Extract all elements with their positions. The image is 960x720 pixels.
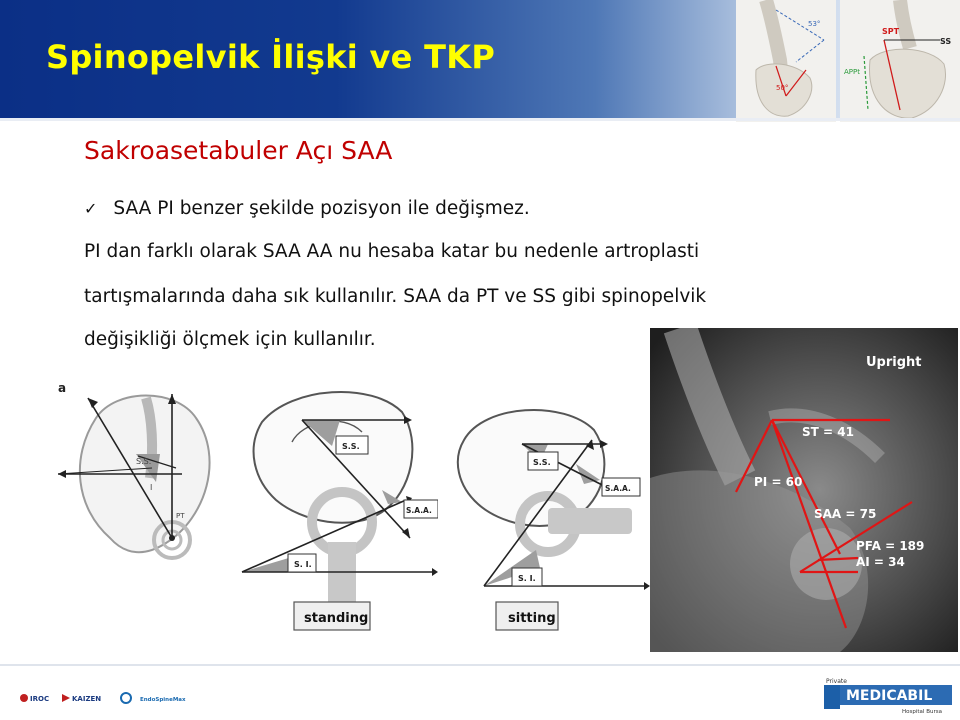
standing-ss-label: S.S. [342, 442, 360, 451]
logo-private-text: Private [826, 678, 847, 685]
bullet-item [84, 198, 530, 219]
sitting-si-label: S. I. [518, 574, 536, 583]
header-angle-top: 53° [808, 20, 821, 28]
logo-medicabil-text: MEDICABIL [846, 688, 933, 704]
figure-a-ss-label: S.S. [136, 457, 152, 466]
xray-image [650, 328, 958, 652]
slide-title: Spinopelvik İlişki ve TKP [46, 38, 496, 76]
figure-standing-diagram [232, 382, 438, 632]
sitting-ss-label: S.S. [533, 458, 551, 467]
logo-iroc: IROC [30, 695, 50, 703]
sitting-saa-label: S.A.A. [605, 484, 631, 493]
logo-hospital-text: Hospital Bursa [902, 709, 942, 715]
header-angle-bottom: 50° [776, 84, 789, 92]
xray-ai-label: AI = 34 [856, 555, 905, 569]
xray-pi-label: PI = 60 [754, 475, 803, 489]
sitting-caption: sitting [508, 611, 556, 626]
bullet-text: SAA PI benzer şekilde pozisyon ile değişmez. [113, 198, 530, 219]
xray-upright-tag: Upright [866, 355, 922, 370]
figure-sitting-diagram [444, 400, 650, 640]
footer-partner-logos [18, 686, 198, 710]
standing-caption: standing [304, 611, 369, 626]
xray-pfa-label: PFA = 189 [856, 539, 925, 553]
logo-kaizen: KAIZEN [72, 695, 102, 703]
xray-saa-label: SAA = 75 [814, 507, 877, 521]
slide-subtitle: Sakroasetabuler Açı SAA [84, 136, 393, 165]
footer-separator [0, 664, 960, 666]
checkmark-icon: ✓ [84, 199, 98, 218]
standing-saa-label: S.A.A. [406, 506, 432, 515]
figure-a-pi-label: I [150, 483, 153, 492]
figure-a-label: a [58, 381, 67, 395]
header-spine-image-left [736, 0, 836, 122]
medicabil-logo [824, 676, 954, 716]
figure-a-pelvis-diagram [56, 378, 226, 588]
standing-si-label: S. I. [294, 560, 312, 569]
header-label-ss: SS [940, 37, 952, 46]
header-label-appt: APPt [844, 68, 860, 76]
header-separator [0, 118, 960, 121]
paragraph-line-3: değişikliği ölçmek için kullanılır. [84, 329, 376, 350]
header-spine-image-right [840, 0, 960, 122]
figure-a-pt-label: PT [176, 512, 185, 520]
paragraph-line-1: PI dan farklı olarak SAA AA nu hesaba katar bu nedenle artroplasti [84, 241, 700, 262]
paragraph-line-2: tartışmalarında daha sık kullanılır. SAA da PT ve SS gibi spinopelvik [84, 286, 707, 307]
xray-st-label: ST = 41 [802, 425, 854, 439]
header-label-spt: SPT [882, 27, 900, 36]
logo-endospinemax: EndoSpineMax [140, 697, 186, 703]
